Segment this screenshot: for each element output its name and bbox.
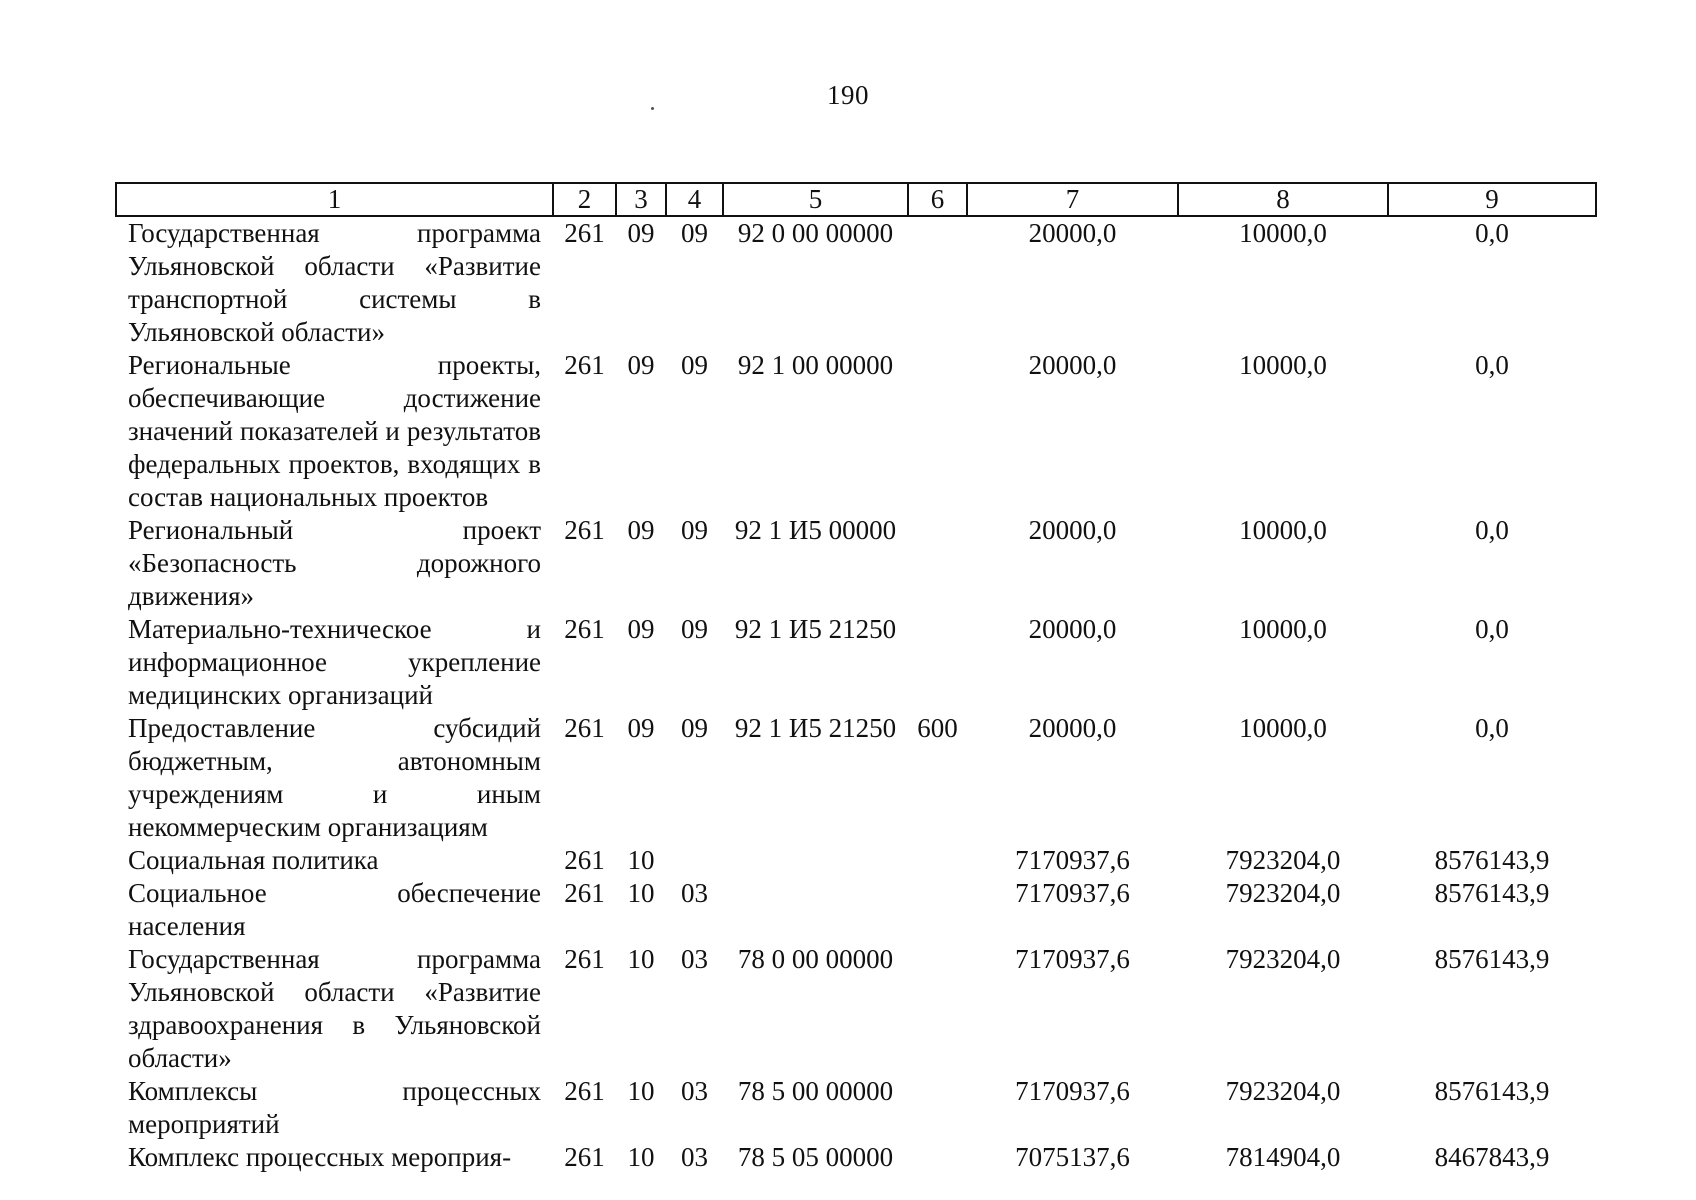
- row-col-2: 261: [564, 878, 605, 908]
- row-col-6: [908, 877, 967, 943]
- row-name: Социальное обеспечение населения: [128, 878, 541, 941]
- row-col-6: [908, 349, 967, 514]
- row-name: Государственная программа Ульяновской области «Развитие здравоохранения в Ульяновской области»: [128, 944, 541, 1073]
- row-col-5: [723, 844, 908, 877]
- row-col-6: [908, 1075, 967, 1141]
- row-col-4: 03: [681, 1076, 708, 1106]
- row-col-3: 09: [627, 713, 655, 743]
- row-col-5: 78 5 00 00000: [737, 1076, 894, 1106]
- row-col-8: 10000,0: [1239, 350, 1327, 380]
- table-row: [116, 877, 1596, 943]
- row-col-9: 8576143,9: [1434, 1076, 1550, 1106]
- row-col-6: [908, 514, 967, 613]
- table-row: [116, 349, 1596, 514]
- row-col-6: 600: [917, 713, 958, 743]
- row-name: Социальная политика: [128, 845, 379, 875]
- row-col-9: 0,0: [1475, 515, 1509, 545]
- header-cell-6: 6: [908, 183, 967, 216]
- row-col-3: 10: [627, 944, 655, 974]
- row-col-5: 92 1 И5 21250: [734, 713, 897, 743]
- table-row: [116, 613, 1596, 712]
- header-cell-2: 2: [553, 183, 616, 216]
- row-col-5: 92 1 И5 00000: [734, 515, 897, 545]
- row-col-9: 8576143,9: [1434, 878, 1550, 908]
- row-col-5: 78 5 05 00000: [737, 1142, 894, 1172]
- row-col-9: 0,0: [1475, 713, 1509, 743]
- row-col-3: 09: [627, 218, 655, 248]
- row-col-8: 7923204,0: [1225, 845, 1341, 875]
- row-col-9: 8576143,9: [1434, 944, 1550, 974]
- row-col-3: 10: [627, 878, 655, 908]
- row-col-2: 261: [564, 1076, 605, 1106]
- row-col-7: 7170937,6: [1015, 845, 1130, 875]
- row-col-8: 10000,0: [1239, 713, 1327, 743]
- table-row: [116, 1141, 1596, 1174]
- row-col-7: 7170937,6: [1015, 944, 1130, 974]
- table-header-row: [116, 183, 1596, 216]
- row-col-4: 09: [681, 218, 708, 248]
- table-row: [116, 216, 1596, 349]
- row-col-2: 261: [564, 614, 605, 644]
- row-col-9: 8467843,9: [1434, 1142, 1550, 1172]
- header-cell-1: 1: [116, 183, 553, 216]
- row-col-3: 10: [627, 1142, 655, 1172]
- row-name: Материально-техническое и информационное укрепление медицинских организаций: [128, 614, 541, 710]
- row-col-9: 8576143,9: [1434, 845, 1550, 875]
- row-col-4: 09: [681, 515, 708, 545]
- row-name: Комплекс процессных мероприя-: [128, 1142, 512, 1172]
- row-col-9: 0,0: [1475, 350, 1509, 380]
- row-name: Государственная программа Ульяновской области «Развитие транспортной системы в Ульяновской области»: [128, 218, 541, 347]
- row-col-3: 10: [627, 1076, 655, 1106]
- header-cell-9: 9: [1388, 183, 1596, 216]
- row-col-3: 09: [627, 614, 655, 644]
- header-cell-5: 5: [723, 183, 908, 216]
- row-col-7: 20000,0: [1028, 218, 1117, 248]
- row-col-5: [723, 877, 908, 943]
- row-col-7: 20000,0: [1028, 713, 1117, 743]
- row-col-4: [666, 844, 723, 877]
- row-col-2: 261: [564, 713, 605, 743]
- row-col-6: [908, 1141, 967, 1174]
- row-col-7: 20000,0: [1028, 350, 1117, 380]
- row-col-8: 10000,0: [1239, 515, 1327, 545]
- row-col-2: 261: [564, 350, 605, 380]
- row-col-5: 92 1 00 00000: [737, 350, 894, 380]
- row-col-8: 7923204,0: [1225, 944, 1341, 974]
- row-name: Комплексы процессных мероприятий: [128, 1076, 541, 1139]
- table-row: [116, 943, 1596, 1075]
- row-col-2: 261: [564, 218, 605, 248]
- table-row: [116, 1075, 1596, 1141]
- row-col-5: 78 0 00 00000: [737, 944, 894, 974]
- row-col-7: 7170937,6: [1015, 1076, 1130, 1106]
- row-col-8: 7923204,0: [1225, 1076, 1341, 1106]
- row-name: Региональные проекты, обеспечивающие достижение значений показателей и результатов федеральных проектов, входящих в состав национальных проектов: [128, 350, 541, 512]
- row-col-6: [908, 216, 967, 349]
- header-cell-7: 7: [967, 183, 1178, 216]
- row-col-8: 7814904,0: [1225, 1142, 1341, 1172]
- row-col-4: 03: [681, 1142, 708, 1172]
- row-name: Региональный проект «Безопасность дорожного движения»: [128, 515, 541, 611]
- budget-table: [115, 182, 1597, 1174]
- row-col-9: 0,0: [1475, 614, 1509, 644]
- page-number: 190: [827, 80, 869, 110]
- row-col-4: 09: [681, 350, 708, 380]
- row-col-3: 10: [627, 845, 655, 875]
- row-col-7: 7170937,6: [1015, 878, 1130, 908]
- scan-speck: [651, 107, 654, 110]
- row-col-5: 92 1 И5 21250: [734, 614, 897, 644]
- row-col-7: 20000,0: [1028, 515, 1117, 545]
- row-col-6: [908, 613, 967, 712]
- row-col-6: [908, 943, 967, 1075]
- table-row: [116, 712, 1596, 844]
- row-col-6: [908, 844, 967, 877]
- table-row: [116, 844, 1596, 877]
- row-col-7: 7075137,6: [1015, 1142, 1130, 1172]
- row-col-4: 09: [681, 713, 708, 743]
- header-cell-3: 3: [616, 183, 666, 216]
- row-col-3: 09: [627, 350, 655, 380]
- row-name: Предоставление субсидий бюджетным, автономным учреждениям и иным некоммерческим организациям: [128, 713, 541, 842]
- row-col-2: 261: [564, 515, 605, 545]
- row-col-5: 92 0 00 00000: [737, 218, 894, 248]
- row-col-8: 10000,0: [1239, 218, 1327, 248]
- row-col-2: 261: [564, 845, 605, 875]
- header-cell-8: 8: [1178, 183, 1388, 216]
- row-col-4: 03: [681, 878, 708, 908]
- row-col-4: 09: [681, 614, 708, 644]
- row-col-9: 0,0: [1475, 218, 1509, 248]
- row-col-4: 03: [681, 944, 708, 974]
- row-col-8: 7923204,0: [1225, 878, 1341, 908]
- row-col-7: 20000,0: [1028, 614, 1117, 644]
- row-col-2: 261: [564, 1142, 605, 1172]
- table-row: [116, 514, 1596, 613]
- header-cell-4: 4: [666, 183, 723, 216]
- row-col-3: 09: [627, 515, 655, 545]
- row-col-8: 10000,0: [1239, 614, 1327, 644]
- row-col-2: 261: [564, 944, 605, 974]
